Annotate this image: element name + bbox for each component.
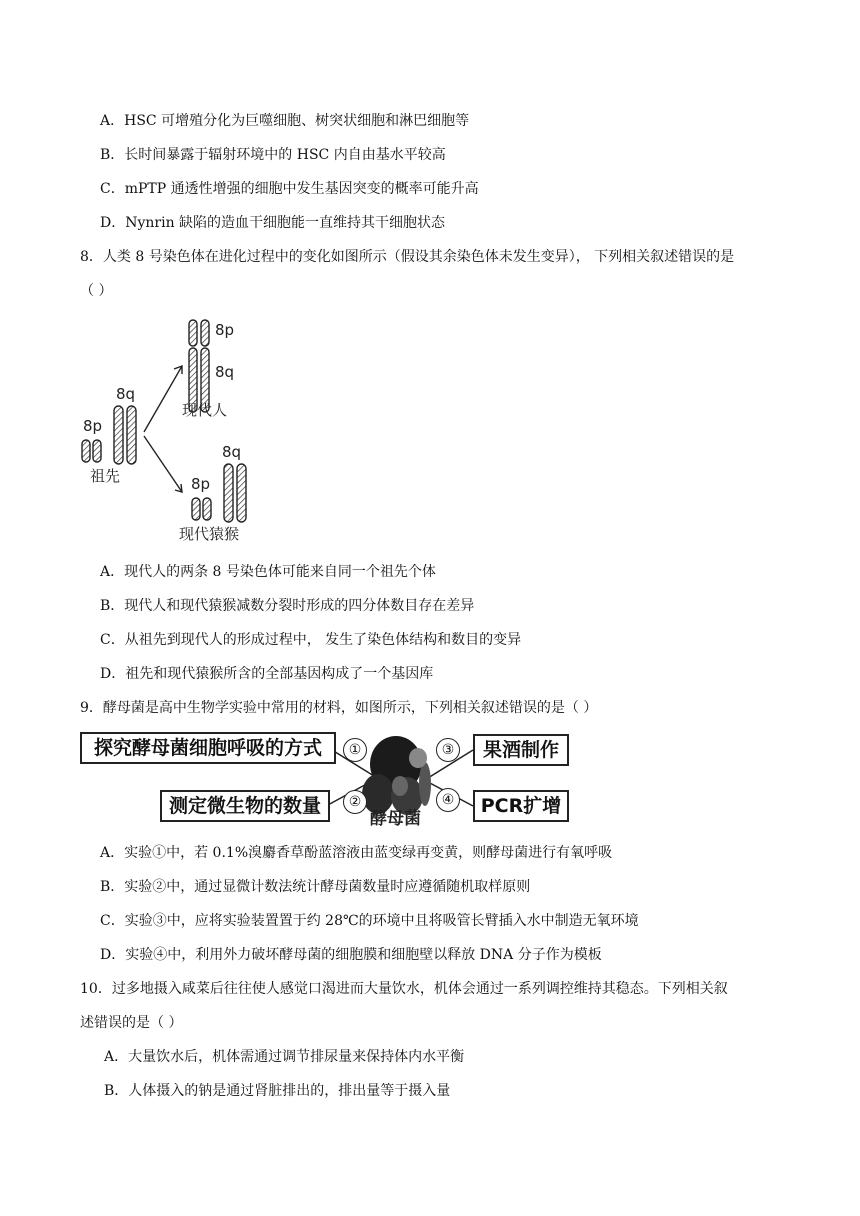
ancestor-label: 祖先 xyxy=(90,467,121,485)
q9-option-a: A．实验①中，若 0.1%溴麝香草酚蓝溶液由蓝变绿再变黄，则酵母菌进行有氧呼吸 xyxy=(100,845,613,861)
q10-option-b: B．人体摄入的钠是通过肾脏排出的，排出量等于摄入量 xyxy=(104,1083,451,1099)
modern-human-label: 现代人 xyxy=(182,401,228,419)
q8-option-a: A．现代人的两条 8 号染色体可能来自同一个祖先个体 xyxy=(100,564,436,580)
yeast-label: 酵母菌 xyxy=(370,809,421,829)
modern-ape-chromosomes xyxy=(192,464,246,522)
modern-human-chromosomes xyxy=(189,320,209,412)
q10-stem-line2: 述错误的是（ ） xyxy=(80,1015,183,1031)
q7-option-c: C．mPTP 通透性增强的细胞中发生基因突变的概率可能升高 xyxy=(100,181,479,197)
experiment-box-2: 测定微生物的数量 xyxy=(160,790,330,822)
human-8q-label: 8q xyxy=(215,363,235,381)
evolution-arrows xyxy=(144,366,182,492)
q7-option-b: B．长时间暴露于辐射环境中的 HSC 内自由基水平较高 xyxy=(100,147,446,163)
marker-4: ④ xyxy=(436,788,460,812)
ancestor-8q-label: 8q xyxy=(116,385,136,403)
q7-option-d: D．Nynrin 缺陷的造血干细胞能一直维持其干细胞状态 xyxy=(100,215,446,231)
q8-option-b: B．现代人和现代猿猴减数分裂时形成的四分体数目存在差异 xyxy=(100,598,475,614)
marker-2: ② xyxy=(343,790,367,814)
q8-stem-bracket: （ ） xyxy=(80,283,113,299)
q9-option-d: D．实验④中，利用外力破坏酵母菌的细胞膜和细胞壁以释放 DNA 分子作为模板 xyxy=(100,947,602,963)
q10-stem: 10．过多地摄入咸菜后往往使人感觉口渴进而大量饮水，机体会通过一系列调控维持其稳态。下列相关叙 xyxy=(80,981,728,997)
experiment-box-1: 探究酵母菌细胞呼吸的方式 xyxy=(80,732,336,764)
chromosome-diagram xyxy=(78,314,278,550)
marker-3: ③ xyxy=(436,738,460,762)
q9-stem: 9．酵母菌是高中生物学实验中常用的材料，如图所示，下列相关叙述错误的是（ ） xyxy=(80,700,598,716)
q8-option-d: D．祖先和现代猿猴所含的全部基因构成了一个基因库 xyxy=(100,666,434,682)
experiment-box-4: PCR扩增 xyxy=(473,790,569,822)
human-8p-label: 8p xyxy=(215,321,235,339)
yeast-experiments-figure xyxy=(78,728,568,830)
experiment-box-3: 果酒制作 xyxy=(473,734,569,766)
q9-option-b: B．实验②中，通过显微计数法统计酵母菌数量时应遵循随机取样原则 xyxy=(100,879,531,895)
q9-option-c: C．实验③中，应将实验装置置于约 28℃的环境中且将吸管长臂插入水中制造无氧环境 xyxy=(100,913,639,929)
q8-option-c: C．从祖先到现代人的形成过程中， 发生了染色体结构和数目的变异 xyxy=(100,632,522,648)
q10-option-a: A．大量饮水后，机体需通过调节排尿量来保持体内水平衡 xyxy=(104,1049,465,1065)
ancestor-chromosomes xyxy=(82,406,136,464)
q7-option-a: A．HSC 可增殖分化为巨噬细胞、树突状细胞和淋巴细胞等 xyxy=(100,113,470,129)
ape-8p-label: 8p xyxy=(191,475,211,493)
modern-ape-label: 现代猿猴 xyxy=(179,525,240,543)
ancestor-8p-label: 8p xyxy=(83,417,103,435)
q8-stem: 8．人类 8 号染色体在进化过程中的变化如图所示（假设其余染色体未发生变异）， 下列相关叙述错误的是 xyxy=(80,249,735,265)
ape-8q-label: 8q xyxy=(222,443,242,461)
marker-1: ① xyxy=(343,738,367,762)
chromosome-evolution-figure xyxy=(78,314,278,550)
yeast-cells-illustration xyxy=(362,736,431,815)
